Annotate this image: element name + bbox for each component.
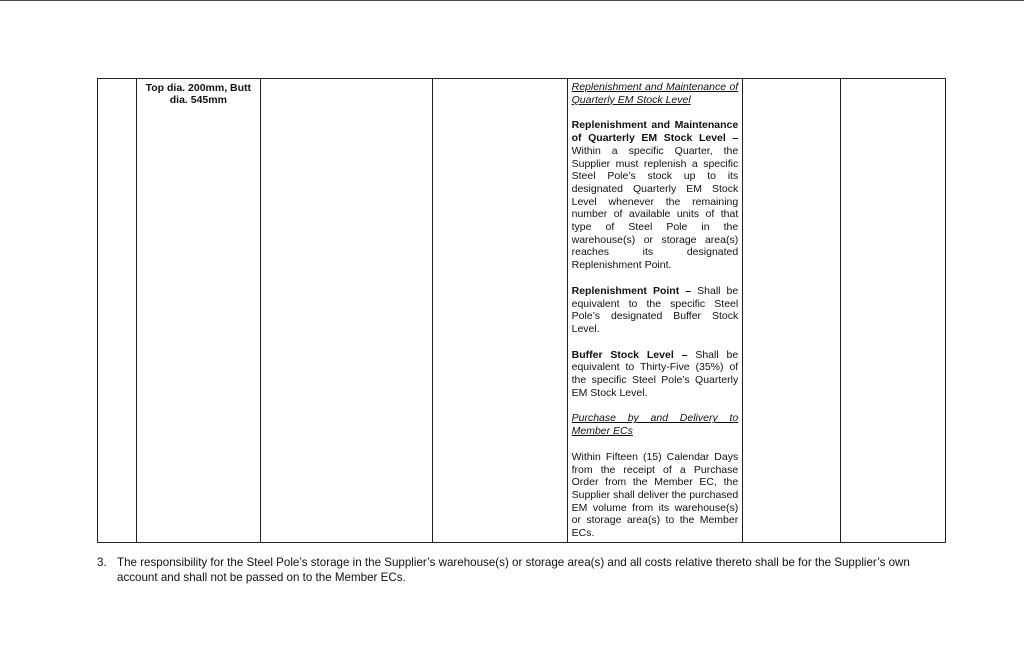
- term-label: Buffer Stock Level –: [571, 348, 688, 361]
- section-heading: Purchase by and Delivery to Member ECs: [571, 412, 739, 438]
- page-top-border: [0, 0, 1024, 1]
- table-row: [98, 79, 946, 543]
- term-definition: Within a specific Quarter, the Supplier must replenish a specific Steel Pole’s stock up to its designated Quarterly EM Stock Level whenever the remaining number of available units of that type of Steel Pole in the warehouse(s) or storage area(s) reaches its designated Replenishment Point.: [571, 144, 739, 272]
- remarks-cell: [567, 79, 743, 543]
- paragraph-delivery: Within Fifteen (15) Calendar Days from the receipt of a Purchase Order from the Member EC, the Supplier shall deliver the purchased EM volume from its warehouse(s) or storage area(s) to the Member ECs.: [571, 450, 739, 540]
- numbered-note: [97, 556, 949, 585]
- term-label: Replenishment Point –: [571, 284, 692, 297]
- note-text: The responsibility for the Steel Pole’s storage in the Supplier’s warehouse(s) or storage area(s) and all costs relative thereto shall be for the Supplier’s own account and shall not be passed on to the Member ECs.: [117, 556, 910, 584]
- paragraph-buffer-stock: [572, 349, 739, 400]
- note-number: 3.: [97, 556, 107, 569]
- item-description-cell: [137, 79, 260, 543]
- term-label: Replenishment and Maintenance of Quarterly EM Stock Level –: [571, 119, 739, 145]
- specification-table: [97, 78, 946, 543]
- item-description-line: Top dia. 200mm, Butt: [145, 82, 252, 94]
- empty-cell: [743, 79, 840, 543]
- term-definition: Shall be equivalent to Thirty-Five (35%) of the specific Steel Pole’s Quarterly EM Stock Level.: [571, 348, 739, 399]
- empty-cell: [433, 79, 567, 543]
- item-description-line: dia. 545mm: [169, 94, 227, 106]
- section-heading: Replenishment and Maintenance of Quarterly EM Stock Level: [571, 81, 739, 106]
- paragraph-replenishment-point: [572, 285, 739, 336]
- empty-cell: [260, 79, 433, 543]
- term-definition: Shall be equivalent to the specific Steel Pole’s designated Buffer Stock Level.: [571, 284, 739, 335]
- empty-cell: [98, 79, 137, 543]
- paragraph-replenishment: [572, 119, 739, 271]
- empty-cell: [840, 79, 945, 543]
